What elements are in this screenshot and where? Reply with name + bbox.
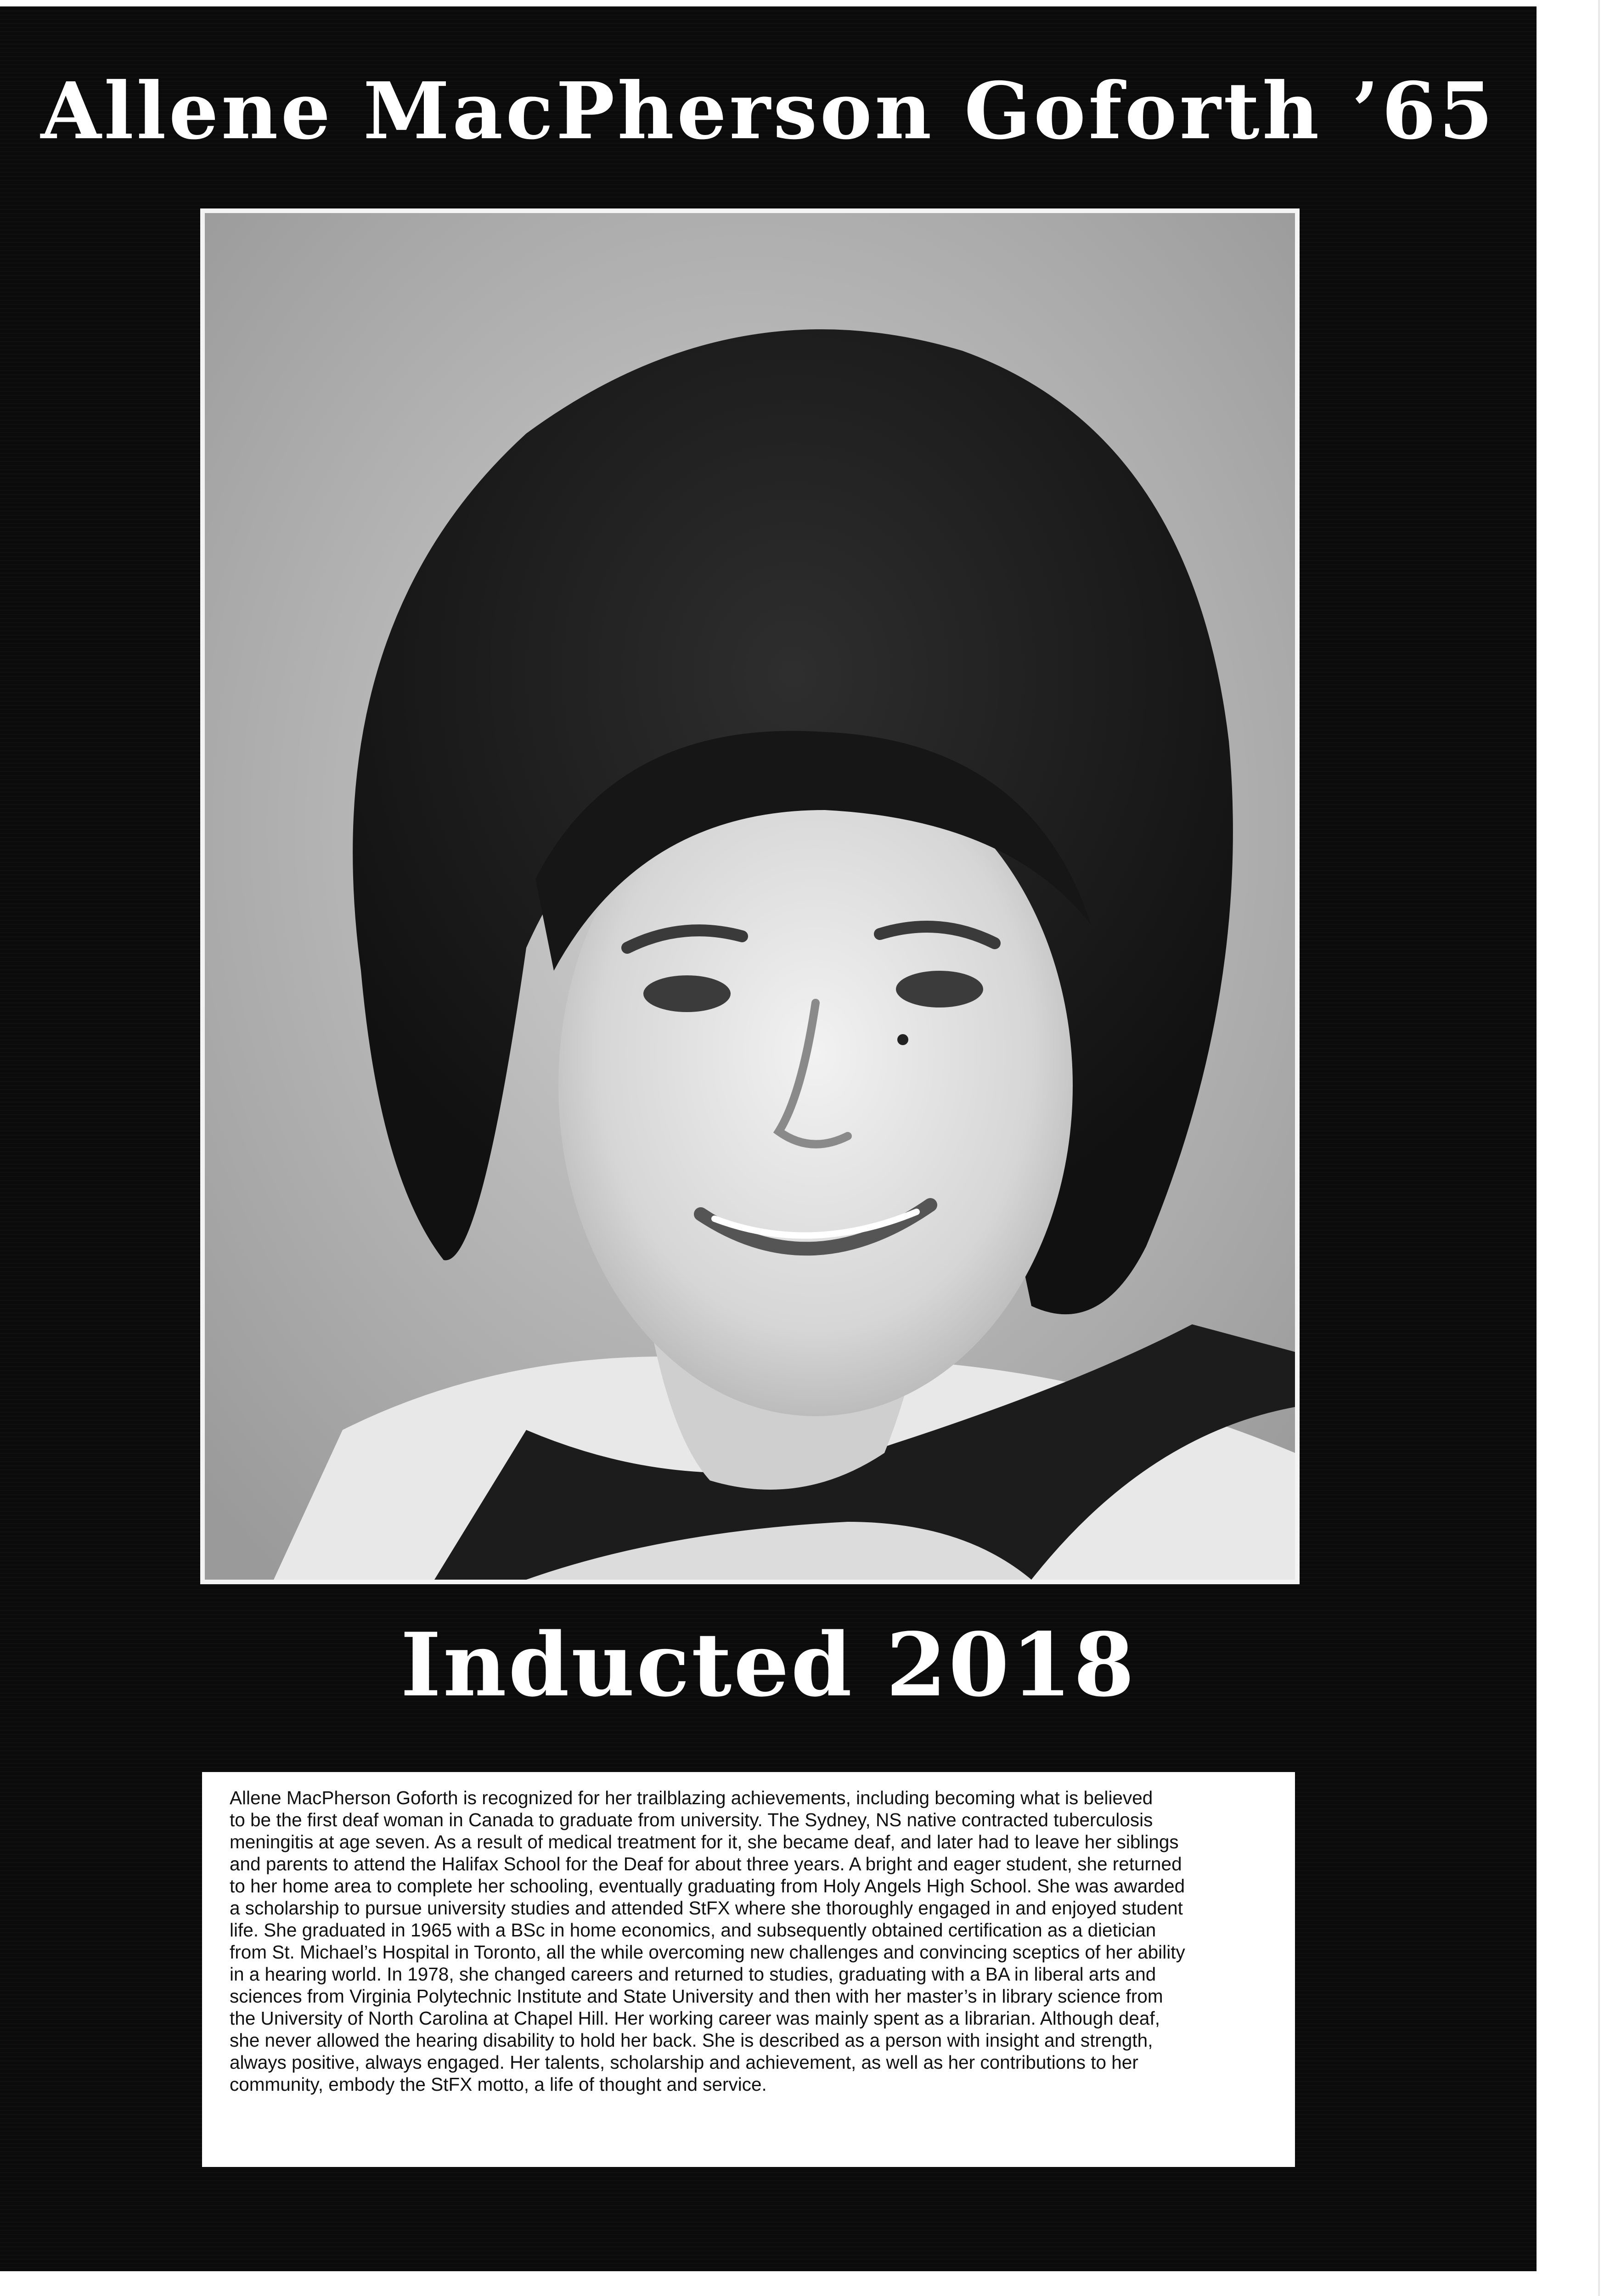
biography-panel (202, 1772, 1295, 2167)
inducted-year-heading: Inducted 2018 (400, 1614, 1137, 1716)
bio-line: sciences from Virginia Polytechnic Institute and State University and then with her master’s in library science from (230, 1986, 1163, 2007)
bio-line: life. She graduated in 1965 with a BSc in home economics, and subsequently obtained certification as a dietician (230, 1919, 1156, 1941)
bio-line: from St. Michael’s Hospital in Toronto, all the while overcoming new challenges and convincing sceptics of her ability (230, 1941, 1185, 1963)
bio-line: the University of North Carolina at Chapel Hill. Her working career was mainly spent as a librarian. Although deaf, (230, 2008, 1160, 2029)
photo-frame (200, 208, 1300, 1584)
bio-line: in a hearing world. In 1978, she changed careers and returned to studies, graduating with a BA in liberal arts and (230, 1964, 1156, 1985)
biography-text (230, 1787, 1267, 2095)
portrait-illustration (205, 213, 1295, 1580)
bio-line: to her home area to complete her schooling, eventually graduating from Holy Angels High School. She was awarded (230, 1875, 1185, 1896)
bio-line: to be the first deaf woman in Canada to graduate from university. The Sydney, NS native contracted tuberculosis (230, 1809, 1153, 1830)
inductee-name-title: Allene MacPherson Goforth ’65 (40, 65, 1496, 157)
hall-of-fame-poster (0, 6, 1537, 2271)
portrait-photo (205, 213, 1295, 1580)
bio-line: and parents to attend the Halifax School for the Deaf for about three years. A bright and eager student, she returned (230, 1853, 1182, 1874)
bio-line: Allene MacPherson Goforth is recognized for her trailblazing achievements, including becoming what is believed (230, 1787, 1153, 1808)
scan-artifact (1401, 1563, 1414, 1581)
bio-line: a scholarship to pursue university studies and attended StFX where she thoroughly engaged in and enjoyed student (230, 1897, 1183, 1919)
bio-line: community, embody the StFX motto, a life of thought and service. (230, 2074, 767, 2095)
bio-line: always positive, always engaged. Her talents, scholarship and achievement, as well as her contributions to her (230, 2052, 1138, 2073)
bio-line: she never allowed the hearing disability to hold her back. She is described as a person with insight and strength, (230, 2030, 1153, 2051)
bio-line: meningitis at age seven. As a result of medical treatment for it, she became deaf, and later had to leave her siblings (230, 1831, 1179, 1852)
scan-edge-line (1598, 0, 1600, 2296)
